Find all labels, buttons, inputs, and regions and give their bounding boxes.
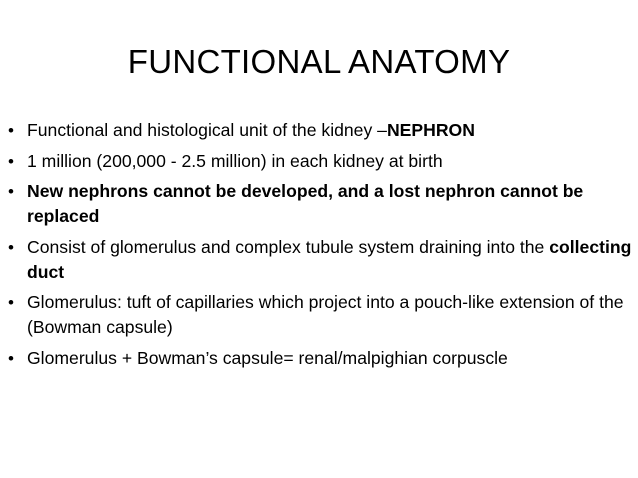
bullet-item-glomerulus bbox=[8, 290, 632, 340]
bullet-text: Glomerulus + Bowman’s capsule= renal/malpighian corpuscle bbox=[27, 347, 508, 368]
bullet-list bbox=[8, 118, 632, 376]
slide-title: FUNCTIONAL ANATOMY bbox=[127, 43, 511, 80]
bullet-text-bold: NEPHRON bbox=[386, 120, 475, 140]
bullet-item-corpuscle bbox=[8, 346, 632, 371]
bullet-dot-icon: • bbox=[8, 121, 14, 140]
bullet-text: Glomerulus: tuft of capillaries which project into a pouch-like extension of the (Bowman capsule) bbox=[27, 292, 624, 337]
bullet-dot-icon: • bbox=[8, 348, 14, 368]
bullet-dot-icon: • bbox=[8, 151, 14, 171]
bullet-text: Consist of glomerulus and complex tubule system draining into the bbox=[27, 236, 550, 257]
bullet-item-consist bbox=[8, 235, 632, 285]
bullet-dot-icon: • bbox=[8, 293, 14, 312]
bullet-item-nephron bbox=[8, 118, 632, 143]
bullet-text: Functional and histological unit of the kidney – bbox=[27, 120, 387, 140]
bullet-dot-icon: • bbox=[8, 182, 14, 201]
bullet-item-million bbox=[8, 149, 632, 174]
bullet-dot-icon: • bbox=[8, 237, 14, 257]
bullet-item-new-nephrons bbox=[8, 179, 632, 229]
bullet-text-bold: New nephrons cannot be developed, and a lost nephron cannot be replaced bbox=[27, 181, 584, 226]
bullet-text-bold: collecting duct bbox=[27, 236, 632, 282]
bullet-text: 1 million (200,000 - 2.5 million) in each kidney at birth bbox=[27, 150, 443, 171]
